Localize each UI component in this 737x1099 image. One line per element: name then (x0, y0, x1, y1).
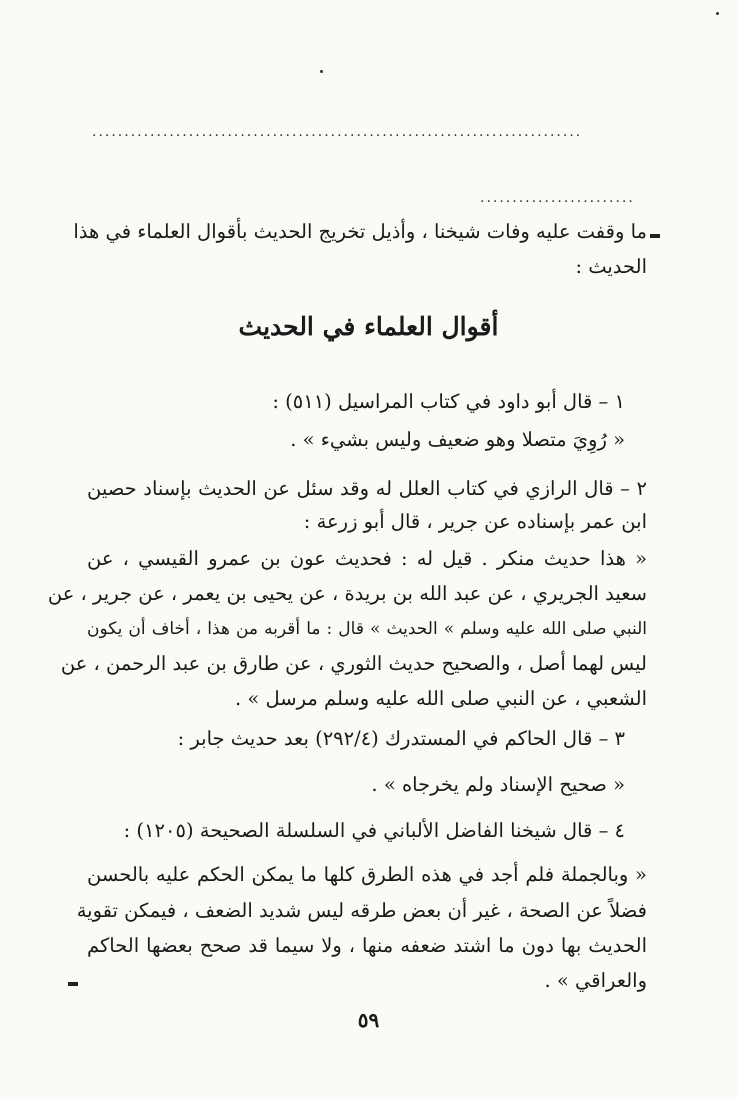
item-1-header: ١ – قال أبو داود في كتاب المراسيل (٥١١) : (272, 390, 625, 413)
margin-mark (650, 234, 660, 238)
item-2-quote-line: الشعبي ، عن النبي صلى الله عليه وسلم مرسل » . (234, 687, 647, 710)
item-4-quote-line: فضلاً عن الصحة ، غير أن بعض طرقه ليس شديد الضعف ، فيمكن تقوية (76, 899, 647, 922)
item-3-header: ٣ – قال الحاكم في المستدرك (٢٩٢/٤) بعد حديث جابر : (177, 727, 625, 750)
item-2-header-cont: ابن عمر بإسناده عن جرير ، قال أبو زرعة : (303, 510, 647, 533)
item-2-quote-line: النبي صلى الله عليه وسلم » الحديث » قال : ما أقربه من هذا ، أخاف أن يكون (87, 619, 647, 639)
item-4-header: ٤ – قال شيخنا الفاضل الألباني في السلسلة الصحيحة (١٢٠٥) : (123, 819, 625, 842)
page-number: ٥٩ (357, 1008, 380, 1032)
ink-speck (716, 12, 719, 15)
item-2-quote-line: سعيد الجريري ، عن عبد الله بن بريدة ، عن يحيى بن يعمر ، عن جرير ، عن (47, 582, 647, 605)
item-2-quote-line: « هذا حديث منكر . قيل له : فحديث عون بن عمرو القيسي ، عن (87, 547, 647, 570)
item-4-quote-line: الحديث بها دون ما اشتد ضعفه منها ، ولا سيما قد صحح بعضها الحاكم (87, 934, 647, 957)
item-2-quote-line: ليس لهما أصل ، والصحيح حديث الثوري ، عن طارق بن عبد الرحمن ، عن (60, 652, 647, 675)
item-3-quote: « صحيح الإسناد ولم يخرجاه » . (371, 773, 625, 796)
item-4-quote-line: « وبالجملة فلم أجد في هذه الطرق كلها ما يمكن الحكم عليه بالحسن (87, 863, 647, 886)
item-2-header: ٢ – قال الرازي في كتاب العلل له وقد سئل عن الحديث بإسناد حصين (87, 477, 647, 500)
dotted-separator: ............................................................................ (92, 124, 583, 140)
intro-line: ما وقفت عليه وفات شيخنا ، وأذيل تخريج الحديث بأقوال العلماء في هذا (73, 220, 647, 243)
item-4-quote-line: والعراقي » . (544, 969, 647, 992)
intro-line: الحديث : (575, 255, 647, 278)
ink-speck (320, 70, 323, 73)
dotted-separator-short: ........................ (480, 190, 635, 206)
section-heading: أقوال العلماء في الحديث (238, 312, 499, 341)
item-1-quote: « رُوِيَ متصلا وهو ضعيف وليس بشيء » . (290, 428, 625, 451)
margin-mark (68, 982, 78, 986)
